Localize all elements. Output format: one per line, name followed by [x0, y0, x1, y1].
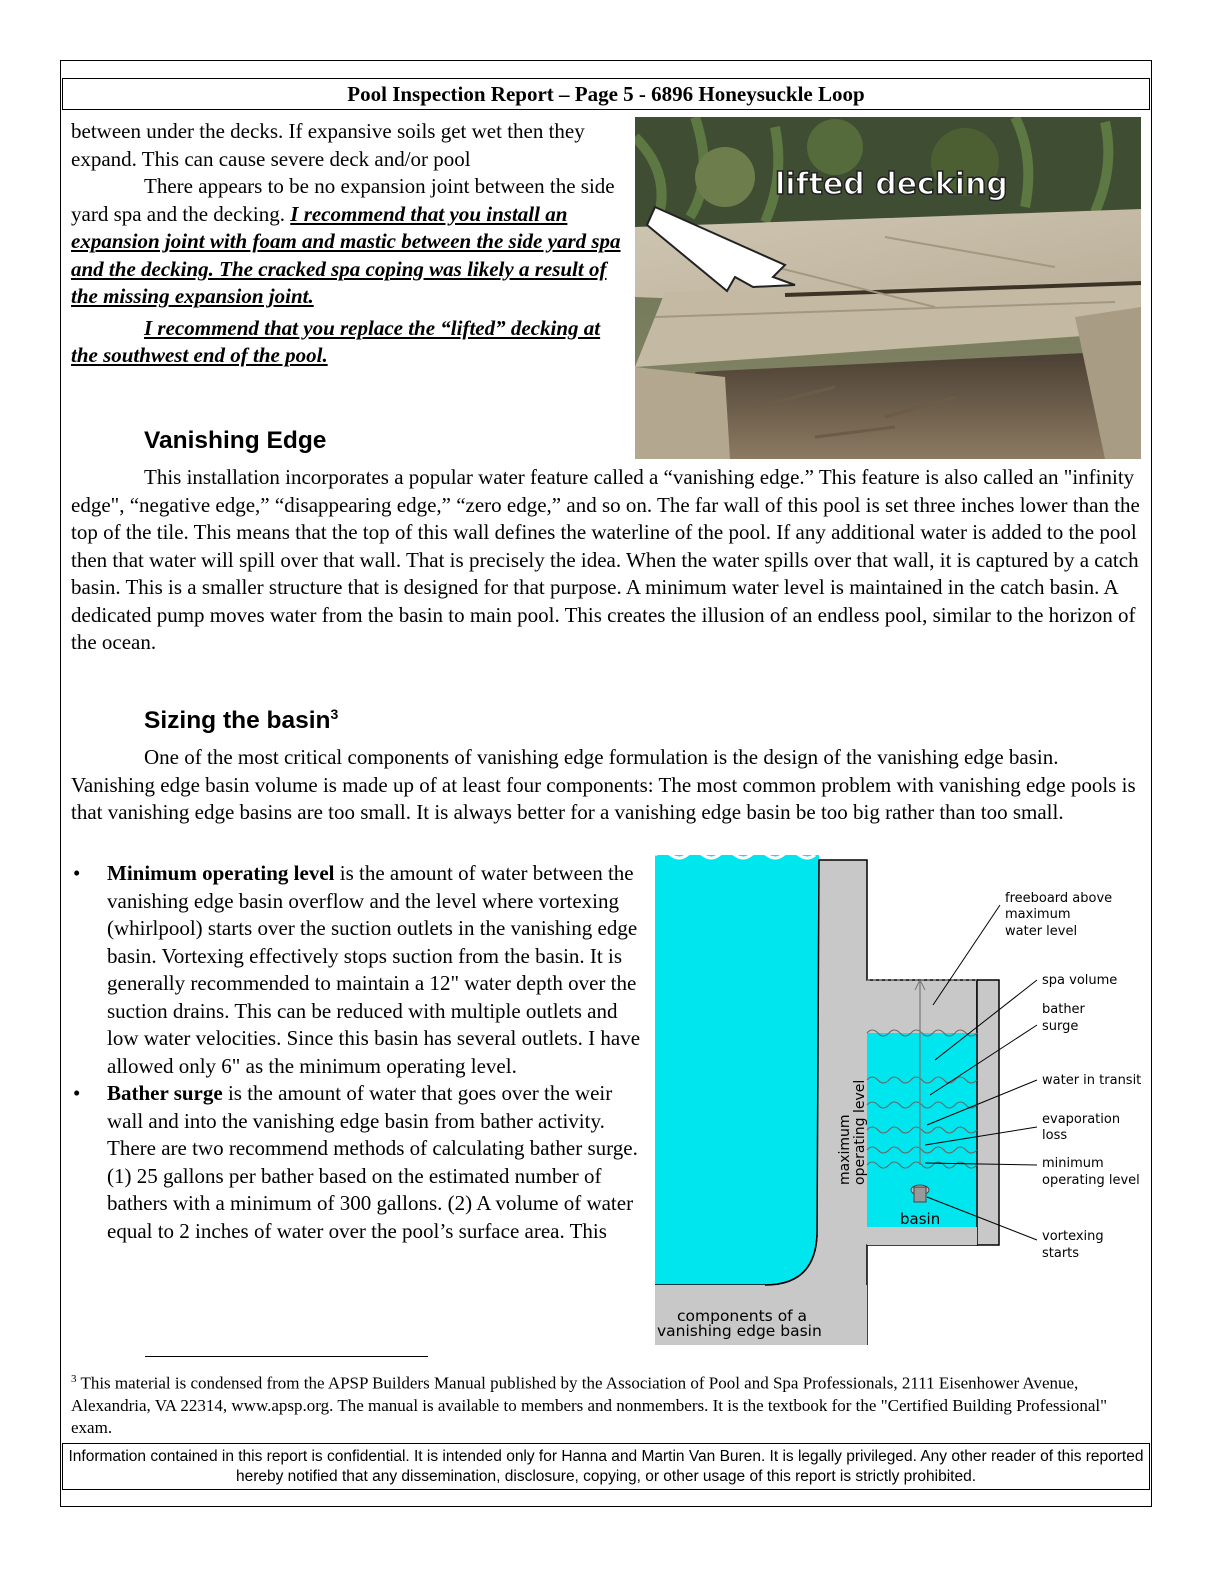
report-header: Pool Inspection Report – Page 5 - 6896 Honeysuckle Loop: [62, 78, 1150, 110]
basin-diagram-svg: [655, 855, 1155, 1345]
intro-paragraph-3: [71, 315, 621, 370]
label-bather-surge-1: bather: [1042, 1002, 1085, 1017]
label-min-op-1: minimum: [1042, 1156, 1104, 1171]
sizing-basin-heading-text: Sizing the basin: [144, 707, 331, 735]
footnote-mark: 3: [71, 1373, 77, 1385]
intro-text: [71, 118, 621, 370]
intro-p2-recommendation: I recommend that you install an expansion joint with foam and mastic between the side yard spa and the decking. The cracked spa coping was likely a result of the missing expansion joint.: [71, 201, 621, 308]
footnote-divider: [145, 1356, 428, 1357]
label-freeboard-1: freeboard above: [1005, 891, 1113, 906]
caption-line-2: vanishing edge basin: [657, 1322, 822, 1340]
vanishing-edge-heading: Vanishing Edge: [144, 427, 327, 454]
intro-paragraph-2: [71, 173, 621, 311]
bullet-term: Bather surge: [107, 1081, 223, 1105]
label-max-op-1: maximum: [837, 1114, 853, 1185]
footnote-text: This material is condensed from the APSP Builders Manual published by the Association of Pool and Spa Professionals, 2111 Eisenhower Avenue, Alexandria, VA 22314, www.apsp.org. The manual is available to members and nonmembers. It is the textbook for the "Certified Building Professional" exam.: [71, 1373, 1108, 1437]
sizing-basin-body: One of the most critical components of vanishing edge formulation is the design of the vanishing edge basin. Vanishing edge basin volume is made up of at least four components: The most common problem with vanishing edge pools is that vanishing edge basins are too small. It is always better for a vanishing edge basin be too big rather than too small.: [71, 745, 1136, 824]
label-vortexing-2: starts: [1042, 1246, 1080, 1261]
bullet-text: is the amount of water that goes over the weir wall and into the vanishing edge basin from bather activity. There are two recommend methods of calculating bather surge. (1) 25 gallons per bather based on the estimated number of bathers with a minimum of 300 gallons. (2) A volume of water equal to 2 inches of water over the pool’s surface area. This: [107, 1081, 638, 1243]
label-bather-surge-2: surge: [1042, 1019, 1079, 1034]
footnote-ref: 3: [330, 706, 339, 722]
label-min-op-2: operating level: [1042, 1173, 1140, 1188]
label-basin: basin: [900, 1210, 941, 1228]
vanishing-edge-basin-diagram: [655, 855, 1155, 1345]
bullet-term: Minimum operating level: [107, 861, 335, 885]
footnote: [71, 1368, 1146, 1439]
label-freeboard-3: water level: [1005, 924, 1078, 939]
basin-components-list: [71, 860, 641, 1245]
bullet-icon: •: [73, 861, 81, 885]
lifted-decking-label: lifted decking: [775, 167, 1008, 202]
list-item: [71, 1080, 641, 1245]
label-evaporation-2: loss: [1042, 1128, 1068, 1143]
confidentiality-notice: Information contained in this report is confidential. It is intended only for Hanna and Martin Van Buren. It is legally privileged. Any other reader of this reported hereby notified that any dissemination, disclosure, copying, or other usage of this report is strictly prohibited.: [62, 1443, 1150, 1490]
list-item: [71, 860, 641, 1080]
intro-p2-plain: There appears to be no expansion joint between the side yard spa and the decking.: [71, 174, 615, 226]
label-freeboard-2: maximum: [1005, 907, 1071, 922]
lifted-decking-photo: [635, 117, 1141, 459]
bullet-text: is the amount of water between the vanishing edge basin overflow and the level where vortexing (whirlpool) starts over the suction outlets in the vanishing edge basin. Vortexing effectively stops suction from the basin. It is generally recommended to maintain a 12" water depth over the suction drains. This can be reduced with multiple outlets and low water velocities. Since this basin has several outlets. I have allowed only 6" as the minimum operating level.: [107, 861, 641, 1078]
vanishing-edge-body: This installation incorporates a popular water feature called a “vanishing edge.” This feature is also called an "infinity edge", “negative edge,” “disappearing edge,” “zero edge,” and so on. The far wall of this pool is set three inches lower than the top of the tile. This means that the top of this wall defines the waterline of the pool. If any additional water is added to the pool then that water will spill over that wall. That is precisely the idea. When the water spills over that wall, it is captured by a catch basin. This is a smaller structure that is designed for that purpose. A minimum water level is maintained in the catch basin. A dedicated pump moves water from the basin to main pool. This creates the illusion of an endless pool, similar to the horizon of the ocean.: [71, 465, 1140, 654]
label-water-in-transit: water in transit: [1042, 1073, 1142, 1088]
label-spa-volume: spa volume: [1042, 973, 1118, 988]
label-vortexing-1: vortexing: [1042, 1229, 1104, 1244]
sizing-basin-heading: [144, 706, 338, 735]
bullet-icon: •: [73, 1081, 81, 1105]
label-evaporation-1: evaporation: [1042, 1112, 1121, 1127]
intro-paragraph-1: between under the decks. If expansive soils get wet then they expand. This can cause severe deck and/or pool: [71, 119, 585, 171]
caption-line-1: components of a: [677, 1307, 808, 1325]
intro-p3-recommendation: I recommend that you replace the “lifted” decking at the southwest end of the pool.: [71, 315, 601, 367]
label-max-op-2: operating level: [852, 1079, 868, 1185]
